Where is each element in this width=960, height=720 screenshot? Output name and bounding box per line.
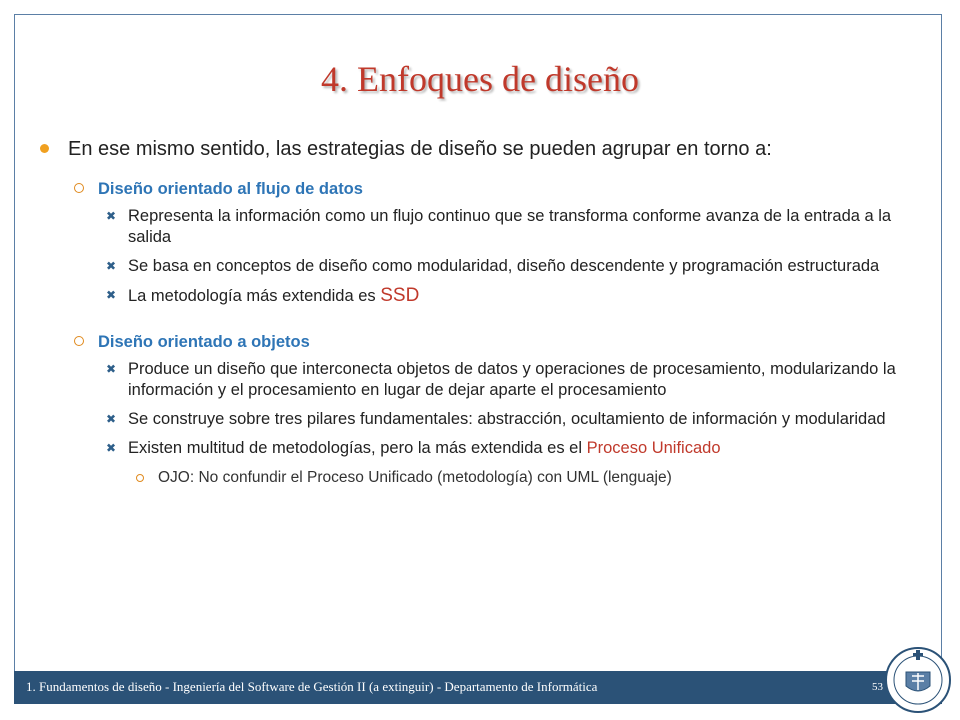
x-bullet-icon: ✖	[106, 412, 117, 426]
section2-bullet2-item	[40, 409, 920, 430]
section1-heading-item	[40, 178, 920, 200]
section2-heading-item	[40, 331, 920, 353]
section1-bullet3: La metodología más extendida es	[128, 287, 381, 305]
hollow-circle-icon	[74, 183, 84, 193]
small-circle-icon	[136, 474, 144, 482]
x-bullet-icon: ✖	[106, 362, 117, 376]
hollow-circle-icon	[74, 336, 84, 346]
bullet-dot-icon	[40, 144, 49, 153]
footer-bar	[14, 671, 942, 704]
x-bullet-icon: ✖	[106, 259, 117, 273]
x-bullet-icon: ✖	[106, 441, 117, 455]
section2-bullet1: Produce un diseño que interconecta objetos de datos y operaciones de procesamiento, modularizando la información y el procesamiento en lugar de dejar aparte el procesamiento	[128, 360, 896, 399]
section1-bullet1: Representa la información como un flujo continuo que se transforma conforme avanza de la entrada a la salida	[128, 207, 892, 246]
section2-heading: Diseño orientado a objetos	[98, 333, 310, 351]
section1-bullet2: Se basa en conceptos de diseño como modularidad, diseño descendente y programación estructurada	[128, 257, 880, 275]
section2-bullet1-item	[40, 359, 920, 401]
proceso-unificado-highlight: Proceso Unificado	[586, 439, 721, 457]
section1-heading: Diseño orientado al flujo de datos	[98, 180, 363, 198]
x-bullet-icon: ✖	[106, 288, 117, 302]
footer-text: 1. Fundamentos de diseño - Ingeniería del Software de Gestión II (a extinguir) - Departamento de Informática	[26, 679, 598, 694]
section2-bullet3-item	[40, 438, 920, 459]
page-number: 53	[872, 681, 883, 693]
slide-content	[40, 136, 920, 488]
section2-bullet3: Existen multitud de metodologías, pero la más extendida es el	[128, 439, 587, 457]
section2-sub-note-item	[40, 467, 920, 488]
intro-text: En ese mismo sentido, las estrategias de diseño se pueden agrupar en torno a:	[68, 138, 772, 160]
section1-bullet2-item	[40, 256, 920, 277]
section2-bullet2: Se construye sobre tres pilares fundamentales: abstracción, ocultamiento de información y modularidad	[128, 410, 886, 428]
section1-bullet3-item	[40, 285, 920, 307]
x-bullet-icon: ✖	[106, 209, 117, 223]
section1-bullet1-item	[40, 206, 920, 248]
ssd-highlight: SSD	[380, 285, 420, 306]
section2-sub-note: OJO: No confundir el Proceso Unificado (metodología) con UML (lenguaje)	[158, 469, 672, 486]
university-seal-icon	[884, 646, 952, 714]
slide-title: 4. Enfoques de diseño	[321, 59, 639, 99]
intro-bullet	[40, 136, 920, 162]
